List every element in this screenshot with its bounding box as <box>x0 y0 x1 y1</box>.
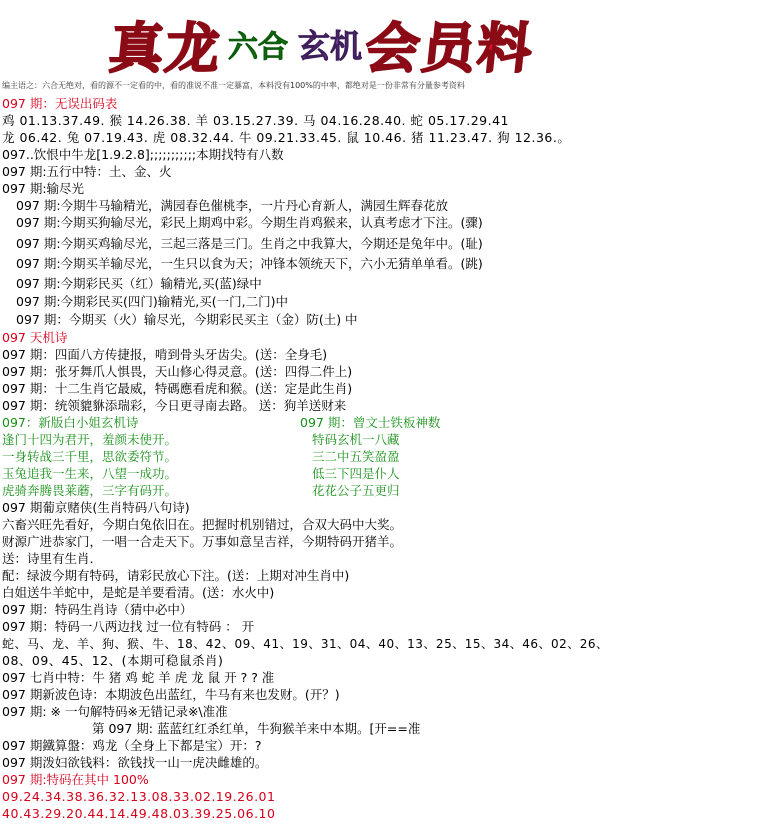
poem-left-line: 玉兔追我一生来，八望一成功。 <box>2 466 178 481</box>
section-heading: 097 天机诗 <box>2 330 68 345</box>
text-line: 097 期: ※ 一句解特码※无错记录※\准准 <box>2 704 228 719</box>
disclaimer: 编主语之：六合无绝对，看的源不一定看的中，看的准说不准一定暴富，本料没有100%的中率，都绝对是一份非常有分量参考资料 <box>2 81 465 90</box>
text-line: 097 期：今期买（火）输尽光，今期彩民买主（金）防(土) 中 <box>16 312 358 327</box>
number-list: 蛇、马、龙、羊、狗、猴、牛、18、42、09、41、19、31、04、40、13、25、15、34、46、02、26、 <box>2 637 609 651</box>
text-line: 097 期鐵算盤：鸡龙（全身上下都是宝）开：? <box>2 738 262 753</box>
text-line: 097 期:输尽光 <box>2 181 85 196</box>
page-title <box>106 6 538 83</box>
text-line: 送：诗里有生肖. <box>2 551 94 566</box>
text-line: 097 期:今期买鸡输尽光，三起三落是三门。生肖之中我算大，今期还是兔年中。(耻) <box>16 236 483 251</box>
poem-left-line: 逢门十四为君开，羞颜未使开。 <box>2 432 178 447</box>
section-heading: 097 期：无误出码表 <box>2 96 118 111</box>
special-number-row: 40.43.29.20.44.14.49.48.03.39.25.06.10 <box>2 806 276 821</box>
text-line: 097 期葡京赌侠(生肖特码八句诗) <box>2 500 190 515</box>
text-line: 第 097 期: 蓝蓝红红杀红单，牛狗猴羊来中本期。[开==准 <box>92 721 421 736</box>
text-line: 097 期:今期买羊输尽光，一生只以食为天；冲锋本领统天下，六小无猜单单看。(跳) <box>16 256 483 271</box>
text-line: 097 期:今期彩民买（红）输精光,买(蓝)绿中 <box>16 276 262 291</box>
text-line: 097 期新波色诗：本期波色出蓝红，牛马有来也发财。(开？) <box>2 687 340 702</box>
text-line: 097 期：特码生肖诗（猜中必中） <box>2 602 193 617</box>
text-line: 097 期:今期买狗输尽光，彩民上期鸡中彩。今期生肖鸡猴来，认真考虑才下注。(骤) <box>16 215 483 230</box>
text-line: 097 期：特码一八两边找 过一位有特码 ： 开 <box>2 619 255 634</box>
zodiac-number-row: 龙 06.42. 兔 07.19.43. 虎 08.32.44. 牛 09.21.33.45. 鼠 10.46. 猪 11.23.47. 狗 12.36.。 <box>2 130 571 145</box>
special-number-row: 09.24.34.38.36.32.13.08.33.02.19.26.01 <box>2 789 276 804</box>
text-line: 097 期：四面八方传捷报，啃到骨头牙齿尖。(送：全身毛) <box>2 347 328 362</box>
text-line: 097 期：张牙舞爪人惧畏，天山修心得灵意。(送：四得二件上) <box>2 364 353 379</box>
zodiac-number-row: 鸡 01.13.37.49. 猴 14.26.38. 羊 03.15.27.39. 马 04.16.28.40. 蛇 05.17.29.41 <box>2 113 509 128</box>
text-line: 097 期:五行中特：土、金、火 <box>2 164 172 179</box>
text-line: 097 期：统领貔貅添瑞彩，今日更寻南去路。 送：狗羊送财来 <box>2 398 347 413</box>
poem-right-line: 特码玄机一八藏 <box>312 432 400 447</box>
poem-left-line: 虎骑奔腾畏莱蘑，三字有码开。 <box>2 483 178 498</box>
title-zhenlong: 真龙 <box>106 16 225 80</box>
poem-left-line: 一身转战三千里，思欲委符节。 <box>2 449 178 464</box>
poem-right-title: 097 期：曾文士铁板神数 <box>300 415 441 430</box>
text-line: 财源广进恭家门，一唱一合走天下。万事如意呈吉祥，今期特码开猪羊。 <box>2 534 403 549</box>
text-line: 097 期:今期彩民买(四门)输精光,买(一门,二门)中 <box>16 294 288 309</box>
poem-right-line: 花花公子五更归 <box>312 483 400 498</box>
text-line: 097 期泼妇欲钱料：欲钱找一山一虎决雌雄的。 <box>2 755 268 770</box>
text-line: 白姐送牛羊蛇中，是蛇是羊要看清。(送：水火中) <box>2 585 275 600</box>
text-line: 097 期：十二生肖它最威，特碼應看虎和猴。(送：定是此生肖) <box>2 381 353 396</box>
header-banner <box>0 0 775 90</box>
number-list: 08、09、45、12、(本期可稳鼠杀肖) <box>2 653 224 668</box>
poem-right-line: 低三下四是仆人 <box>312 466 400 481</box>
text-line: 097 期:今期牛马输精光，满园春色催桃李，一片丹心育新人，满园生辉春花放 <box>16 198 449 213</box>
section-heading: 097 期:特码在其中 100% <box>2 772 149 787</box>
poem-left-title: 097：新版白小姐玄机诗 <box>2 415 139 430</box>
title-xuanji: 玄机 <box>298 27 363 65</box>
title-liuhe: 六合 <box>228 30 288 65</box>
title-huiyuanliao: 会员料 <box>362 16 538 80</box>
poem-right-line: 三二中五笑盈盈 <box>312 449 400 464</box>
text-line: 097..饮恨中牛龙[1.9.2.8];;;;;;;;;;;本期找特有八数 <box>2 147 284 162</box>
text-line: 097 七肖中特：牛 猪 鸡 蛇 羊 虎 龙 鼠 开 ? ? 准 <box>2 670 275 685</box>
text-line: 六畜兴旺先看好，今期白兔依旧在。把握时机别错过，合双大码中大奖。 <box>2 517 403 532</box>
text-line: 配：绿波今期有特码，请彩民放心下注。(送：上期对冲生肖中) <box>2 568 350 583</box>
